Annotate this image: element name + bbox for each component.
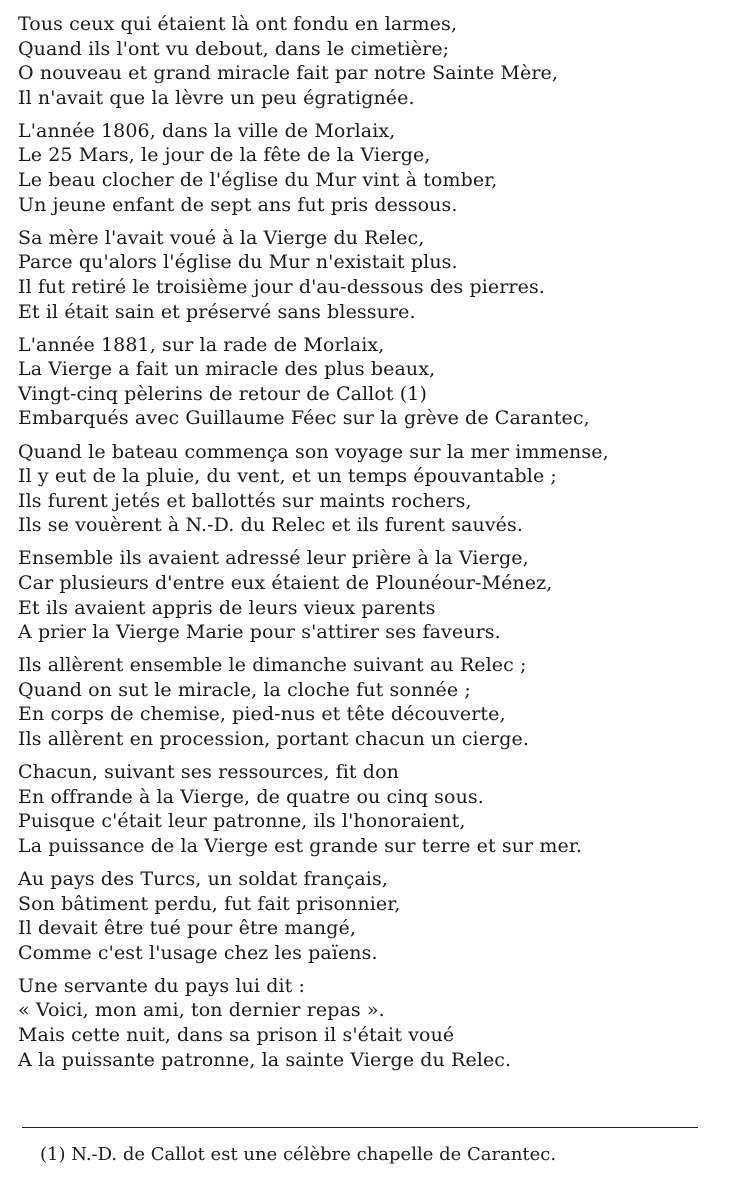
verse-line: O nouveau et grand miracle fait par notre Sainte Mère,	[18, 62, 558, 85]
verse-line: Ils allèrent en procession, portant chacun un cierge.	[18, 728, 529, 751]
verse-line: Tous ceux qui étaient là ont fondu en larmes,	[18, 13, 457, 35]
verse-line: Un jeune enfant de sept ans fut pris dessous.	[18, 193, 458, 216]
verse-line: « Voici, mon ami, ton dernier repas ».	[18, 999, 385, 1022]
verse-line: Le beau clocher de l'église du Mur vint à tomber,	[18, 169, 498, 192]
stanza	[18, 546, 738, 644]
verse-line: Sa mère l'avait voué à la Vierge du Relec,	[18, 226, 425, 249]
verse-line: Au pays des Turcs, un soldat français,	[18, 868, 388, 890]
verse-line: Il fut retiré le troisième jour d'au-dessous des pierres.	[18, 275, 545, 298]
verse-line: Le 25 Mars, le jour de la fête de la Vierge,	[18, 144, 431, 167]
verse-line: Mais cette nuit, dans sa prison il s'était voué	[18, 1024, 455, 1047]
footnote: (1) N.-D. de Callot est une célèbre chapelle de Carantec.	[40, 1144, 557, 1165]
stanza	[18, 119, 738, 217]
stanza	[18, 760, 738, 858]
verse-line: Puisque c'était leur patronne, ils l'honoraient,	[18, 810, 466, 833]
verse-line: Ils furent jetés et ballottés sur maints rochers,	[18, 489, 472, 512]
footnote-divider	[22, 1127, 698, 1128]
verse-line: Ils se vouèrent à N.-D. du Relec et ils furent sauvés.	[18, 514, 524, 537]
verse-line: En offrande à la Vierge, de quatre ou cinq sous.	[18, 785, 484, 808]
verse-line: Car plusieurs d'entre eux étaient de Plounéour-Ménez,	[18, 571, 553, 594]
verse-line: Parce qu'alors l'église du Mur n'existait plus.	[18, 251, 458, 274]
stanza	[18, 12, 738, 110]
verse-line: La puissance de la Vierge est grande sur terre et sur mer.	[18, 834, 583, 857]
verse-line: Il y eut de la pluie, du vent, et un temps épouvantable ;	[18, 465, 557, 488]
verse-line: Et ils avaient appris de leurs vieux parents	[18, 596, 436, 619]
verse-line: Ils allèrent ensemble le dimanche suivant au Relec ;	[18, 654, 527, 677]
stanza	[18, 226, 738, 324]
verse-line: Quand le bateau commença son voyage sur la mer immense,	[18, 440, 609, 463]
stanza	[18, 653, 738, 751]
verse-line: Chacun, suivant ses ressources, fit don	[18, 761, 399, 784]
verse-line: En corps de chemise, pied-nus et tête découverte,	[18, 703, 506, 726]
verse-line: A prier la Vierge Marie pour s'attirer ses faveurs.	[18, 621, 501, 644]
stanza	[18, 867, 738, 965]
verse-line: Quand ils l'ont vu debout, dans le cimetière;	[18, 37, 450, 60]
verse-line: Une servante du pays lui dit :	[18, 974, 306, 997]
verse-line: A la puissante patronne, la sainte Vierge du Relec.	[18, 1048, 512, 1071]
verse-line: L'année 1881, sur la rade de Morlaix,	[18, 333, 385, 356]
stanza	[18, 440, 738, 538]
verse-line: Quand on sut le miracle, la cloche fut sonnée ;	[18, 678, 471, 701]
verse-line: Embarqués avec Guillaume Féec sur la grève de Carantec,	[18, 407, 590, 430]
verse-line: L'année 1806, dans la ville de Morlaix,	[18, 119, 396, 142]
verse-line: Il n'avait que la lèvre un peu égratignée.	[18, 86, 415, 109]
verse-line: Vingt-cinq pèlerins de retour de Callot (1)	[18, 382, 427, 405]
stanza	[18, 974, 738, 1072]
verse-line: Comme c'est l'usage chez les païens.	[18, 941, 378, 964]
poem-body	[18, 12, 738, 1081]
stanza	[18, 333, 738, 431]
verse-line: La Vierge a fait un miracle des plus beaux,	[18, 358, 436, 381]
verse-line: Son bâtiment perdu, fut fait prisonnier,	[18, 892, 401, 915]
verse-line: Ensemble ils avaient adressé leur prière à la Vierge,	[18, 547, 529, 570]
verse-line: Il devait être tué pour être mangé,	[18, 917, 356, 940]
verse-line: Et il était sain et préservé sans blessure.	[18, 300, 416, 323]
